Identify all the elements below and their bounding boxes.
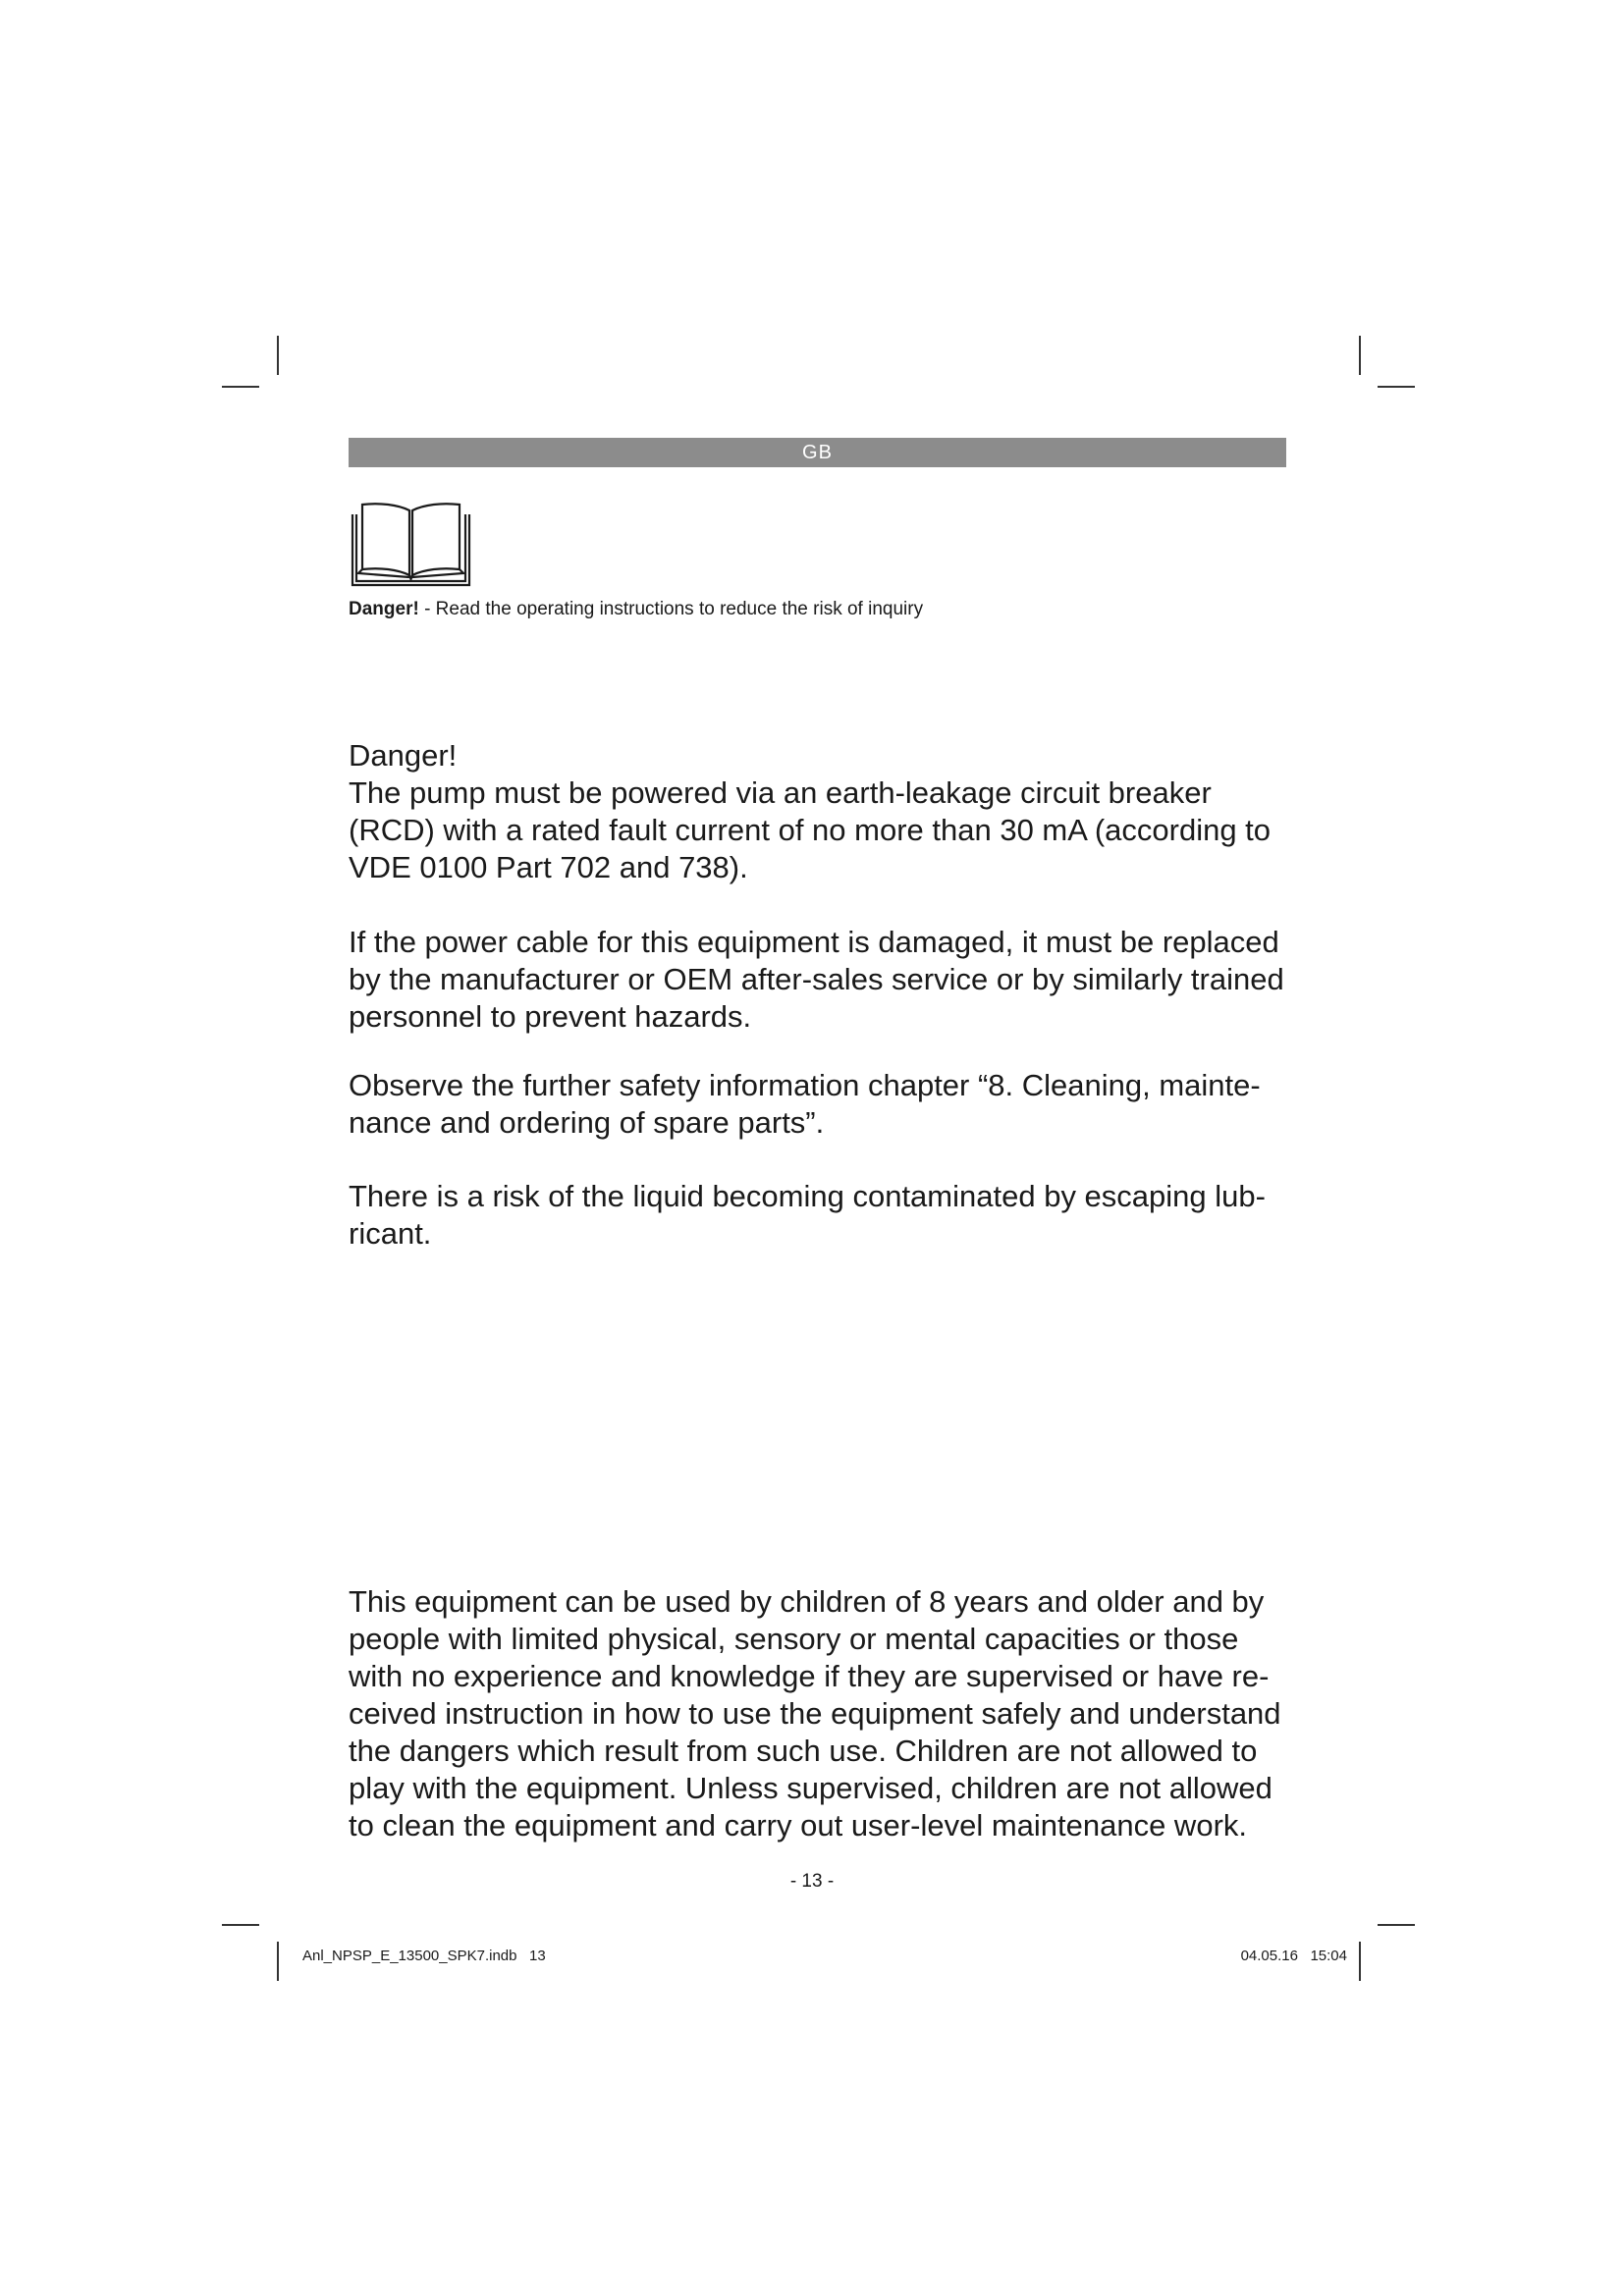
paragraph-cable: If the power cable for this equipment is damaged, it must be replaced by the manufacturer or OEM after-sales service or by similarly trained personnel to prevent hazards. <box>349 925 1284 1034</box>
print-timestamp: 04.05.16 15:04 <box>1240 1948 1347 1964</box>
crop-mark-top-left-horizontal <box>222 386 259 388</box>
paragraph-children-block <box>349 1583 1291 1844</box>
paragraph-children: This equipment can be used by children of 8 years and older and by people with limited physical, sensory or mental capacities or those with no experience and knowledge if they are supervised or have re-ceived instruction in how to use the equipment safely and understand the dangers which result from such use. Children are not allowed to play with the equipment. Unless supervised, children are not allowed to clean the equipment and carry out user-level maintenance work. <box>349 1584 1281 1842</box>
symbol-caption <box>349 597 923 622</box>
print-file-name: Anl_NPSP_E_13500_SPK7.indb 13 <box>302 1948 546 1964</box>
book-icon <box>351 501 471 587</box>
crop-mark-top-left-vertical <box>277 336 279 375</box>
paragraph-cable-block <box>349 924 1291 1036</box>
paragraph-observe-block <box>349 1067 1291 1142</box>
crop-mark-bottom-right-horizontal <box>1378 1924 1415 1926</box>
page-number: - 13 - <box>789 1871 835 1892</box>
paragraph-observe: Observe the further safety information chapter “8. Cleaning, mainte-nance and ordering of spare parts”. <box>349 1068 1261 1140</box>
caption-danger-label: Danger! <box>349 599 419 619</box>
safety-text-block <box>349 737 1291 886</box>
crop-mark-top-right-vertical <box>1359 336 1361 375</box>
crop-mark-top-right-horizontal <box>1378 386 1415 388</box>
crop-mark-bottom-left-horizontal <box>222 1924 259 1926</box>
paragraph-rcd: The pump must be powered via an earth-leakage circuit breaker (RCD) with a rated fault current of no more than 30 mA (according to VDE 0100 Part 702 and 738). <box>349 775 1272 884</box>
danger-heading: Danger! <box>349 738 458 773</box>
crop-mark-bottom-left-vertical <box>277 1942 279 1981</box>
caption-text: - Read the operating instructions to reduce the risk of inquiry <box>418 599 924 619</box>
crop-mark-bottom-right-vertical <box>1359 1942 1361 1981</box>
paragraph-lubricant: There is a risk of the liquid becoming contaminated by escaping lub-ricant. <box>349 1179 1266 1251</box>
language-header-bar: GB <box>349 438 1286 467</box>
paragraph-lubricant-block <box>349 1178 1291 1253</box>
